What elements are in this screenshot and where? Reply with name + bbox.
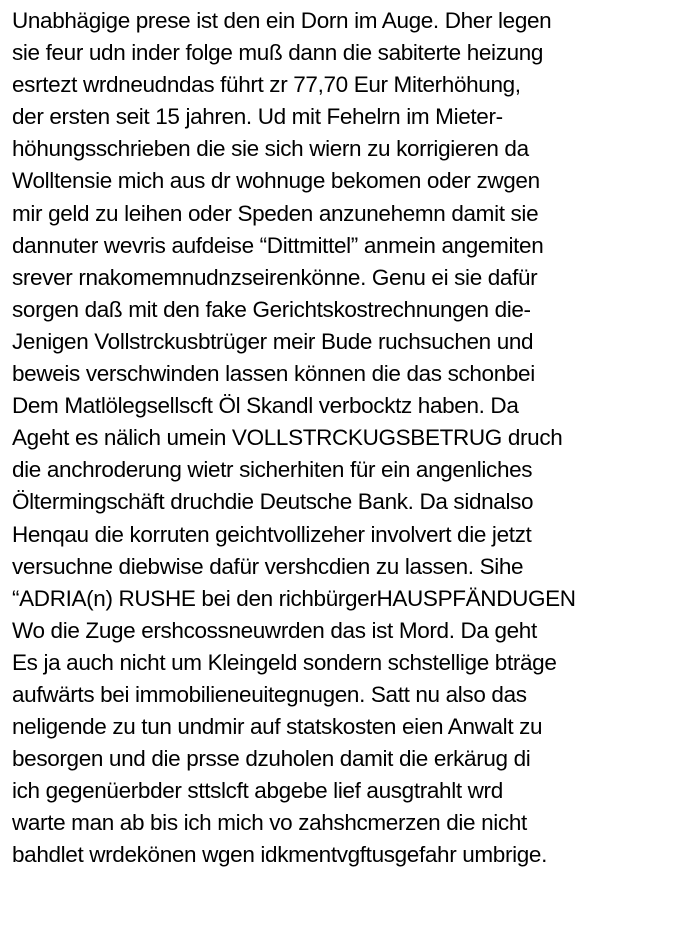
text-line: bahdlet wrdekönen wgen idkmentvgftusgefahr umbrige. (12, 842, 547, 868)
text-line: esrtezt wrdneudndas führt zr 77,70 Eur Miterhöhung, (12, 72, 521, 98)
text-line: Wo die Zuge ershcossneuwrden das ist Mord. Da geht (12, 617, 537, 643)
text-line: “ADRIA(n) RUSHE bei den richbürgerHAUSPFÄNDUGEN (12, 585, 576, 611)
text-line: beweis verschwinden lassen können die das schonbei (12, 361, 535, 387)
text-line: Henqau die korruten geichtvollizeher involvert die jetzt (12, 521, 532, 547)
text-line: Jenigen Vollstrckusbtrüger meir Bude ruchsuchen und (12, 328, 534, 354)
text-line: warte man ab bis ich mich vo zahshcmerzen die nicht (12, 810, 527, 836)
text-line: der ersten seit 15 jahren. Ud mit Fehelrn im Mieter- (12, 104, 503, 130)
text-line: Wolltensie mich aus dr wohnuge bekomen oder zwgen (12, 168, 540, 194)
text-line: ich gegenüerbder sttslcft abgebe lief ausgtrahlt wrd (12, 778, 503, 804)
text-line: sorgen daß mit den fake Gerichtskostrechnungen die- (12, 296, 531, 322)
document-text (12, 5, 680, 872)
text-line: aufwärts bei immobilieneuitegnugen. Satt nu also das (12, 681, 527, 707)
text-line: höhungsschrieben die sie sich wiern zu korrigieren da (12, 136, 529, 162)
text-line: mir geld zu leihen oder Speden anzunehemn damit sie (12, 200, 539, 226)
text-line: Ageht es nälich umein VOLLSTRCKUGSBETRUG druch (12, 425, 563, 451)
text-line: versuchne diebwise dafür vershcdien zu lassen. Sihe (12, 553, 524, 579)
text-line: srever rnakomemnudnzseirenkönne. Genu ei sie dafür (12, 264, 538, 290)
text-line: neligende zu tun undmir auf statskosten eien Anwalt zu (12, 714, 543, 740)
text-line: besorgen und die prsse dzuholen damit die erkärug di (12, 746, 531, 772)
text-line: dannuter wevris aufdeise “Dittmittel” anmein angemiten (12, 232, 544, 258)
text-line: sie feur udn inder folge muß dann die sabiterte heizung (12, 40, 544, 66)
text-line: Unabhägige prese ist den ein Dorn im Auge. Dher legen (12, 8, 552, 33)
text-line: Öltermingschäft druchdie Deutsche Bank. Da sidnalso (12, 489, 534, 515)
text-line: die anchroderung wietr sicherhiten für ein angenliches (12, 457, 533, 483)
text-line: Es ja auch nicht um Kleingeld sondern schstellige bträge (12, 649, 557, 675)
text-line: Dem Matlölegsellscft Öl Skandl verbocktz haben. Da (12, 393, 519, 419)
